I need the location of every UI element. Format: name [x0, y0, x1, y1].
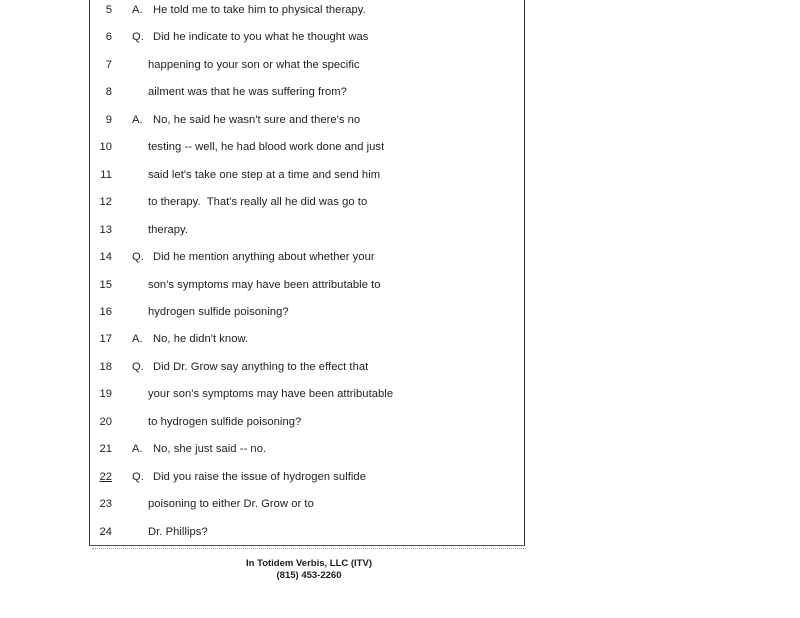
- line-text: ailment was that he was suffering from?: [148, 86, 347, 98]
- page-bottom-rule: [92, 548, 526, 549]
- qa-marker: Q.: [132, 471, 144, 483]
- line-text: Did he indicate to you what he thought was: [153, 31, 369, 43]
- qa-marker: A.: [132, 333, 143, 345]
- line-text: He told me to take him to physical therapy.: [153, 4, 366, 16]
- line-number: 17: [99, 333, 112, 345]
- line-number: 9: [105, 114, 112, 126]
- line-text: No, she just said -- no.: [153, 443, 267, 455]
- line-text: Did Dr. Grow say anything to the effect that: [153, 361, 369, 373]
- line-number: 21: [99, 443, 112, 455]
- line-text: to hydrogen sulfide poisoning?: [148, 416, 302, 428]
- line-number: 18: [99, 361, 112, 373]
- line-text: Did you raise the issue of hydrogen sulfide: [153, 471, 366, 483]
- line-number: 23: [99, 498, 112, 510]
- line-number: 19: [99, 388, 112, 400]
- line-text: therapy.: [148, 224, 188, 236]
- line-number: 22: [99, 471, 112, 483]
- line-text: No, he didn't know.: [153, 333, 249, 345]
- line-number: 20: [99, 416, 112, 428]
- line-text: hydrogen sulfide poisoning?: [148, 306, 289, 318]
- line-number: 14: [99, 251, 112, 263]
- line-number: 15: [99, 279, 112, 291]
- line-text: your son's symptoms may have been attributable: [148, 388, 394, 400]
- line-number: 7: [105, 59, 112, 71]
- line-text: Did he mention anything about whether your: [153, 251, 375, 263]
- transcript-page-frame: [89, 0, 525, 546]
- line-number: 16: [99, 306, 112, 318]
- line-number: 6: [105, 31, 112, 43]
- line-number: 10: [99, 141, 112, 153]
- line-text: poisoning to either Dr. Grow or to: [148, 498, 314, 510]
- line-number: 5: [105, 4, 112, 16]
- qa-marker: A.: [132, 443, 143, 455]
- footer-company: In Totidem Verbis, LLC (ITV): [246, 558, 372, 569]
- qa-marker: A.: [132, 4, 143, 16]
- qa-marker: Q.: [132, 361, 144, 373]
- line-number: 24: [99, 526, 112, 538]
- line-number: 11: [100, 169, 112, 181]
- line-number: 12: [99, 196, 112, 208]
- line-text: to therapy. That's really all he did was go to: [148, 196, 368, 208]
- qa-marker: Q.: [132, 31, 144, 43]
- line-number: 8: [105, 86, 112, 98]
- line-text: Dr. Phillips?: [148, 526, 208, 538]
- line-number: 13: [99, 224, 112, 236]
- qa-marker: Q.: [132, 251, 144, 263]
- qa-marker: A.: [132, 114, 143, 126]
- line-text: son's symptoms may have been attributable to: [148, 279, 381, 291]
- line-text: No, he said he wasn't sure and there's no: [153, 114, 361, 126]
- line-text: testing -- well, he had blood work done and just: [148, 141, 385, 153]
- footer-phone: (815) 453-2260: [276, 570, 342, 581]
- line-text: happening to your son or what the specific: [148, 59, 360, 71]
- line-text: said let's take one step at a time and send him: [148, 169, 381, 181]
